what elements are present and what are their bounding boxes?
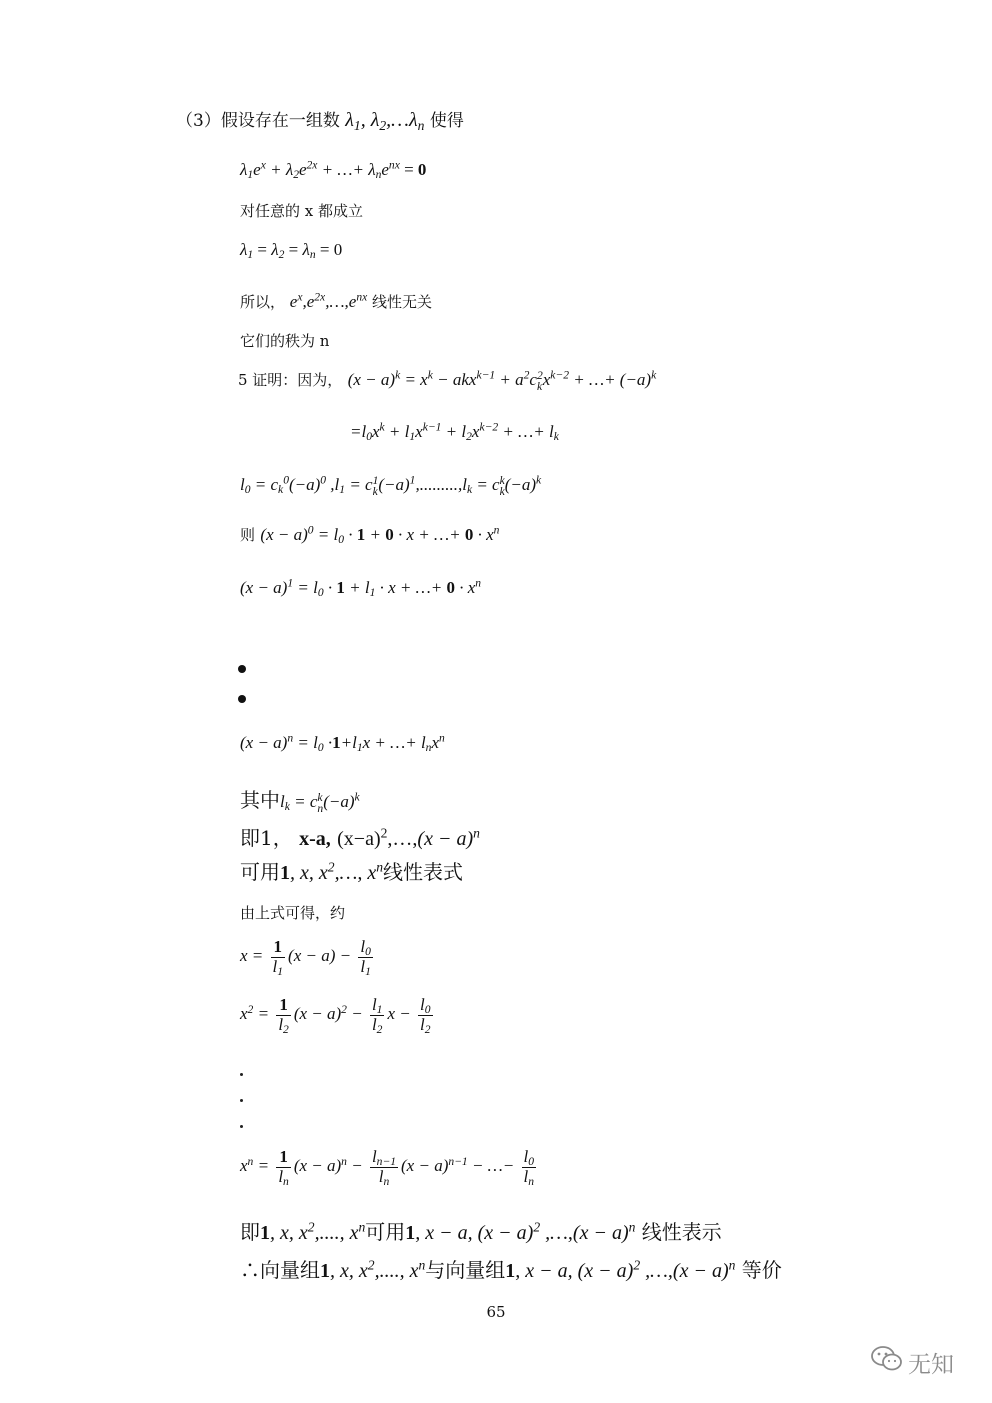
watermark-text: 无知 [908, 1351, 954, 1378]
assumption-line [176, 108, 464, 132]
first-power-line: $(x - a)^1 = l_0 \cdot 1 + l_1 \cdot x$ + …+ $0 \cdot x^n$ [240, 576, 482, 600]
watermark [870, 1345, 954, 1379]
final2-c: 等价 [741, 1258, 782, 1282]
nth-power-line: $(x - a)^n = l_0 \cdot 1+l_1x$ + …+ $l_nx^n$ [240, 731, 445, 755]
coefficients-line: $l_0 = c_k^0(-a)^0$ $,l_1 = c$ 1 k $(-a)^1,.........,l_k = c$ k k $(-a)^k$ [240, 473, 542, 499]
proof5-label: 5 证明：因为， [238, 371, 343, 389]
x-formula: x = $\frac{1}{l_1}$ (x − a) − $\frac{l_0}{l_1}$ [240, 937, 371, 978]
bullet-marker [238, 665, 246, 673]
bullet-marker [238, 695, 246, 703]
final2-b: 与向量组 [425, 1258, 506, 1282]
i-e-rest: (x−a) [337, 828, 381, 850]
x-n-formula: $x^n$ = $\frac{1}{l_n}$ $(x - a)^n$ − $\frac{l_{n-1}}{l_n}$ $(x - a)^{n-1}$ − …− $\frac{l_0}{l_n}$ [240, 1147, 535, 1188]
wechat-icon [870, 1345, 904, 1379]
proof5-line: 5 证明：因为， $(x - a)^k = x^k - akx^{k-1} + a^2c$ 2 k $x^{k-2}$ + …+ $(-a)^k$ [238, 368, 657, 394]
linear-independent-text: 线性无关 [372, 293, 433, 311]
conclusion-line: 所以， $e^x,e^{2x},\dots,e^{nx}$ 线性无关 [240, 290, 433, 311]
final1-c: 线性表示 [641, 1220, 722, 1244]
can-use-text: 可用 [240, 860, 280, 884]
then-text: 则 [240, 526, 256, 544]
ellipsis-dot [240, 1099, 243, 1102]
assumption-tail: 使得 [429, 111, 464, 131]
where-text: 其中 [240, 788, 280, 812]
lambda-sum-equation: $\lambda_1e^x + \lambda_2e^{2x}$ + …+ $\lambda_ne^{nx} = 0$ [240, 158, 427, 182]
i-e-bold: x-a, [299, 828, 331, 850]
final-line-2: ∴向量组1, x, $x^2$,...., $x^n$与向量组1, x − a, $(x - a)^2$ ,…,(x − a)$^n$ 等价 [240, 1257, 782, 1282]
i-e-text: 即1， [240, 826, 293, 850]
can-use-line: 可用1, x, $x^2,\dots$, $x^n$线性表式 [240, 859, 464, 884]
final1-b: 可用 [365, 1220, 406, 1244]
linear-expr-text: 线性表式 [383, 860, 464, 884]
then-line: 则 $(x - a)^0 = l_0 \cdot 1 + 0 \cdot x$ + …+ $0 \cdot x^n$ [240, 523, 500, 547]
where-line: 其中$l_k = c$ k n $(-a)^k$ [240, 788, 360, 816]
lambda-zero-equation: $\lambda_1 = \lambda_2 = \lambda_n = 0$ [240, 240, 343, 262]
so-text: 所以， [240, 293, 286, 311]
ellipsis-dot [240, 1125, 243, 1128]
for-any-x-text: 对任意的 x 都成立 [240, 202, 363, 220]
from-above-text: 由上式可得，约 [240, 904, 346, 922]
assumption-label: （3）假设存在一组数 [176, 111, 340, 131]
page-number: 65 [486, 1303, 506, 1321]
x-squared-formula: $x^2$ = $\frac{1}{l_2}$ $(x - a)^2$ − $\frac{l_1}{l_2}$ x − $\frac{l_0}{l_2}$ [240, 995, 431, 1036]
i-e-line: 即1， x-a, $(x-a)^2,\dots,(x - a)^n$ [240, 825, 480, 850]
expansion-line: $=l_0x^k + l_1x^{k-1} + l_2x^{k-2}$ + …+ $l_k$ [350, 420, 559, 444]
final2-a: ∴向量组 [240, 1258, 320, 1282]
final-line-1: 即1, x, $x^2$,...., $x^n$可用1, x − a, $(x - a)^2$ ,…,(x − a)$^n$ 线性表示 [240, 1219, 722, 1244]
rank-text: 它们的秩为 n [240, 332, 330, 350]
ellipsis-dot [240, 1073, 243, 1076]
final1-a: 即 [240, 1220, 260, 1244]
lambda-list: $\lambda_1$, $\lambda_2,\dots\lambda_n$ [345, 109, 425, 133]
